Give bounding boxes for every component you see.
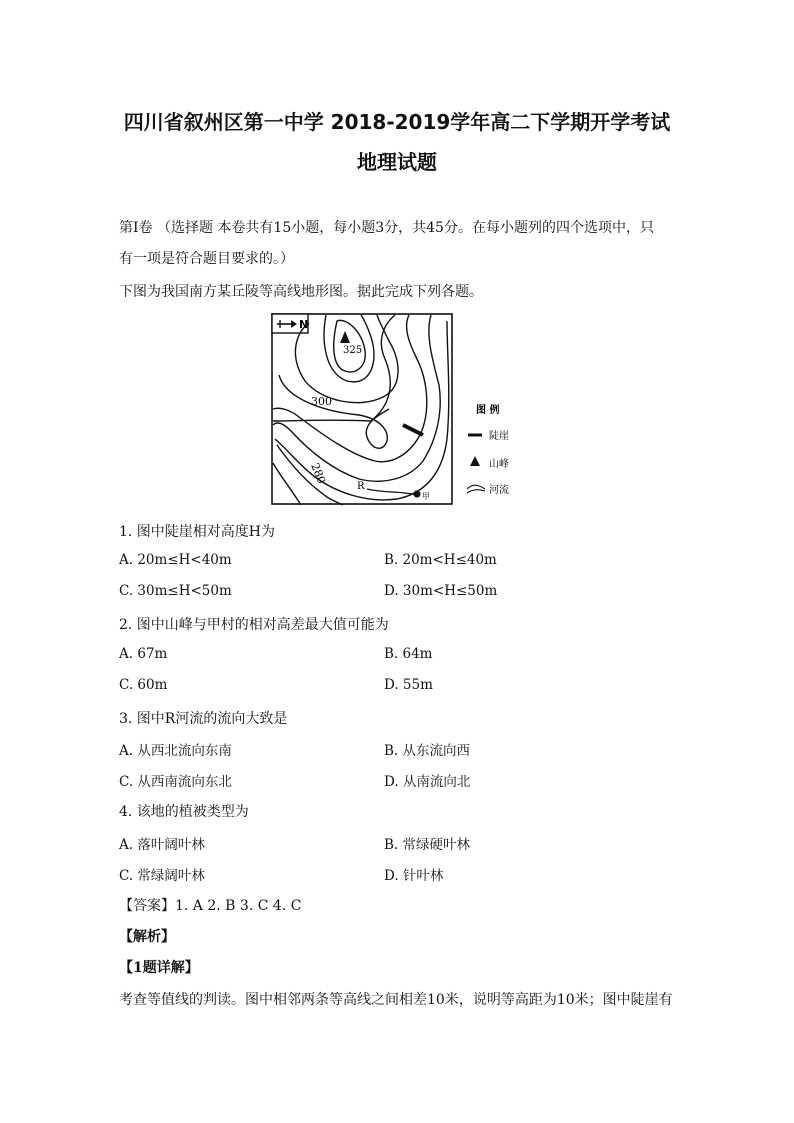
legend-river-icon xyxy=(467,485,485,493)
document-title: 四川省叙州区第一中学 2018-2019学年高二下学期开学考试 xyxy=(123,110,671,134)
legend-cliff: 陡崖 xyxy=(489,431,509,442)
answer-line: 【答案】1. A 2. B 3. C 4. C xyxy=(119,898,302,914)
question-option: B. 64m xyxy=(384,646,433,662)
question-option: C. 60m xyxy=(119,677,168,693)
contour-lines xyxy=(273,315,449,505)
question-stem: 2. 图中山峰与甲村的相对高差最大值可能为 xyxy=(119,617,389,633)
north-label: N xyxy=(299,318,309,331)
contour-295 xyxy=(273,315,427,462)
village-label: 甲 xyxy=(422,492,430,501)
contour-300-a xyxy=(279,375,389,448)
q1-detail-label: 【1题详解】 xyxy=(119,960,199,976)
question-option: A. 20m≤H<40m xyxy=(119,552,232,568)
question-context: 下图为我国南方某丘陵等高线地形图。据此完成下列各题。 xyxy=(119,284,483,300)
question-stem: 1. 图中陡崖相对高度H为 xyxy=(119,524,276,540)
question-stem: 3. 图中R河流的流向大致是 xyxy=(119,711,288,727)
question-option: C. 从西南流向东北 xyxy=(119,774,232,790)
question-option: D. 30m<H≤50m xyxy=(384,583,498,599)
contour-280 xyxy=(277,445,343,505)
part-instructions-line-2: 有一项是符合题目要求的。） xyxy=(119,251,294,267)
question-option: A. 落叶阔叶林 xyxy=(119,837,205,853)
map-frame xyxy=(272,314,452,504)
question-option: D. 从南流向北 xyxy=(384,774,471,790)
question-option: D. 55m xyxy=(384,677,433,693)
question-option: B. 从东流向西 xyxy=(384,743,471,759)
question-option: C. 常绿阔叶林 xyxy=(119,868,205,884)
question-option: B. 常绿硬叶林 xyxy=(384,837,471,853)
river-label: R xyxy=(357,481,365,492)
contour-map-figure xyxy=(271,313,531,508)
village-dot xyxy=(413,490,420,497)
question-option: B. 20m<H≤40m xyxy=(384,552,497,568)
legend-peak: 山峰 xyxy=(489,459,509,470)
question-option: C. 30m≤H<50m xyxy=(119,583,232,599)
part-instructions-line-1: 第Ⅰ卷 （选择题 本卷共有15小题，每小题3分，共45分。在每小题列的四个选项中，只 xyxy=(119,220,654,236)
contour-label-300: 300 xyxy=(311,395,332,408)
explanation-text: 考查等值线的判读。图中相邻两条等高线之间相差10米，说明等高距为10米；图中陡崖有 xyxy=(119,992,673,1008)
document-subtitle: 地理试题 xyxy=(357,150,437,174)
contour-label-325: 325 xyxy=(343,345,363,356)
legend-peak-icon xyxy=(470,456,480,466)
question-stem: 4. 该地的植被类型为 xyxy=(119,804,249,820)
question-option: D. 针叶林 xyxy=(384,868,444,884)
question-option: A. 67m xyxy=(119,646,168,662)
legend-river: 河流 xyxy=(489,485,509,496)
contour-label-280: 280 xyxy=(308,461,329,486)
north-arrow-icon xyxy=(272,314,308,333)
analysis-label: 【解析】 xyxy=(119,929,175,945)
contour-305 xyxy=(295,315,398,403)
peak-icon xyxy=(340,331,350,343)
question-option: A. 从西北流向东南 xyxy=(119,743,232,759)
legend-title: 图 例 xyxy=(476,405,500,416)
cliff-mark xyxy=(403,425,423,435)
river-r xyxy=(367,489,417,495)
